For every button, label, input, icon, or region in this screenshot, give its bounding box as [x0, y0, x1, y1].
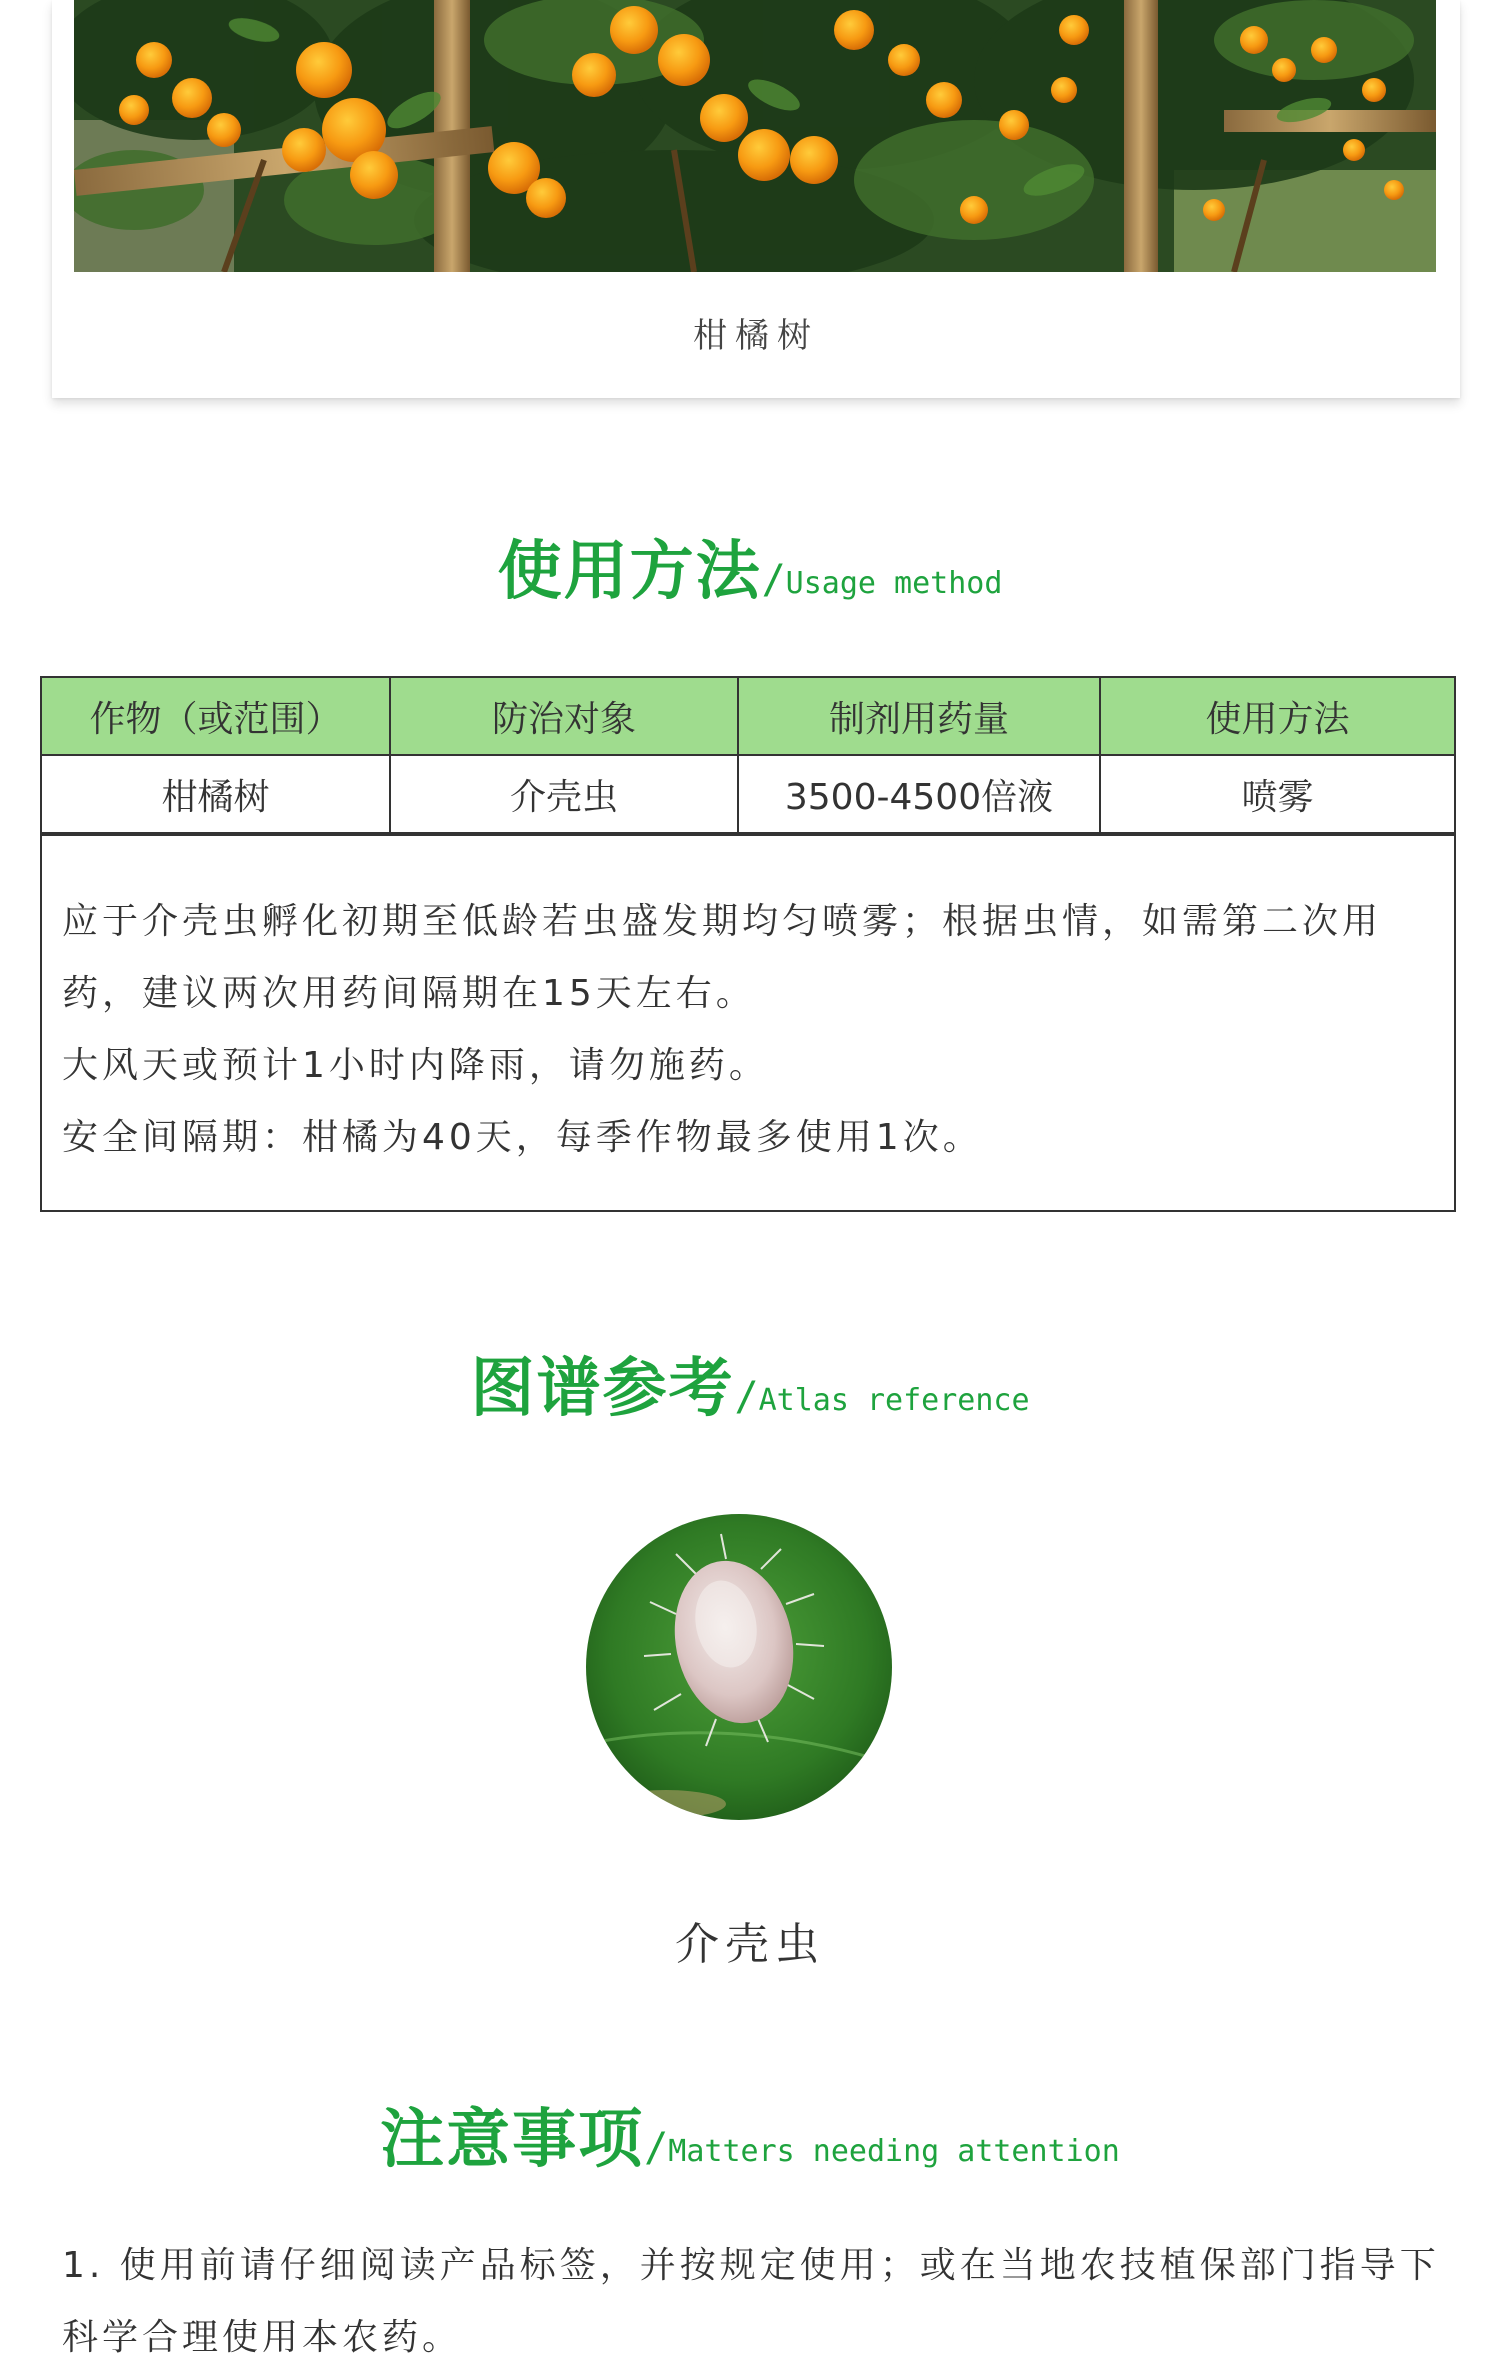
column-header-method: 使用方法: [1100, 678, 1454, 755]
usage-note-timing: 应于介壳虫孵化初期至低龄若虫盛发期均匀喷雾；根据虫情，如需第二次用药，建议两次用药间隔期在15天左右。: [62, 901, 1383, 1014]
atlas-reference-heading: [0, 1337, 1500, 1429]
column-header-dosage: 制剂用药量: [738, 678, 1100, 755]
usage-method-heading: [0, 520, 1500, 612]
table-row: [42, 755, 1454, 833]
column-header-crop: 作物（或范围）: [42, 678, 390, 755]
column-header-target: 防治对象: [390, 678, 738, 755]
attention-heading-en: Matters needing attention: [668, 2134, 1120, 2169]
usage-table: [40, 676, 1456, 1212]
cell-method: 喷雾: [1100, 755, 1454, 833]
usage-heading-cn: 使用方法: [497, 535, 762, 609]
cell-dosage: 3500-4500倍液: [738, 755, 1100, 833]
atlas-heading-separator: /: [734, 1374, 759, 1420]
cell-crop: 柑橘树: [42, 755, 390, 833]
attention-item-1: 1. 使用前请仔细阅读产品标签，并按规定使用；或在当地农技植保部门指导下科学合理使用本农药。: [62, 2245, 1440, 2358]
usage-heading-en: Usage method: [785, 566, 1003, 601]
citrus-photo-caption: 柑橘树: [693, 316, 819, 356]
atlas-heading-cn: 图谱参考: [470, 1352, 735, 1426]
attention-heading-separator: /: [644, 2125, 669, 2171]
citrus-tree-photo: [74, 0, 1436, 272]
usage-table-header-row: [42, 678, 1454, 755]
usage-note-safety-interval: 安全间隔期：柑橘为40天，每季作物最多使用1次。: [62, 1117, 983, 1158]
cell-target: 介壳虫: [390, 755, 738, 833]
atlas-heading-en: Atlas reference: [758, 1383, 1030, 1418]
scale-insect-photo: [586, 1514, 892, 1820]
attention-heading-cn: 注意事项: [380, 2103, 645, 2177]
attention-heading: [0, 2088, 1500, 2180]
usage-note-weather: 大风天或预计1小时内降雨，请勿施药。: [62, 1045, 769, 1086]
citrus-photo-card: [52, 0, 1460, 398]
usage-notes: [42, 834, 1454, 1210]
scale-insect-caption: 介壳虫: [675, 1919, 825, 1970]
usage-heading-separator: /: [761, 557, 786, 603]
